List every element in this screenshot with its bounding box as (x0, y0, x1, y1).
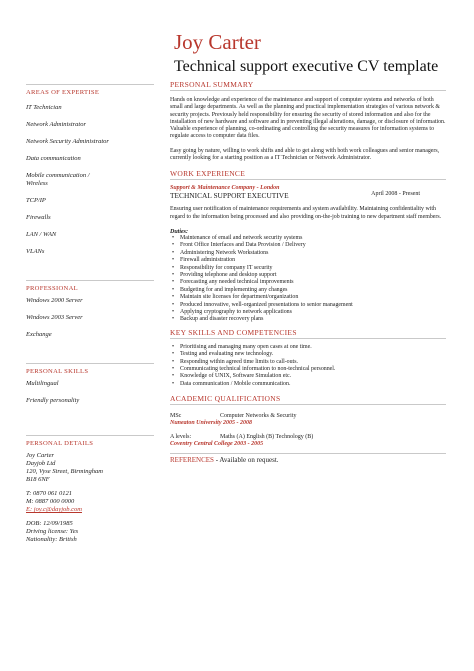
list-item: • Budgeting for and implementing any changes (180, 287, 446, 294)
divider (26, 435, 154, 436)
list-item: • Testing and evaluating new technology. (180, 351, 446, 358)
summary-paragraph: Easy going by nature, willing to work shifts and able to get along with both work colleagues and senior managers, currently looking for a starting position as a IT Technician or Network Administrator. (170, 147, 440, 162)
divider (26, 363, 154, 364)
references-row (170, 453, 446, 464)
divider (26, 84, 154, 85)
duties-label: Duties: (170, 228, 188, 235)
list-item: • Firewall administration (180, 257, 446, 264)
university-line: Nuneaton University 2005 - 2008 (170, 420, 253, 427)
list-item: • Produced innovative, well-organized presentations to senior management (180, 302, 446, 309)
summary-paragraph: Hands on knowledge and experience of the maintenance and support of computer systems and networks of both small and large departments. As well as the planning and practical implementation strategies of various network & security projects. Previously held responsibility for ensuring the security of stored information and also for the installation of new hardware and software and in preventing illegal alterations, damage, or disclosure of information. Valuable experience of planning, co-ordinating and controlling the security measures for information systems to regulate access to computer data files. (170, 97, 446, 140)
professional-item: Windows 2000 Server (26, 297, 83, 304)
list-item: • Maintenance of email and network security systems (180, 235, 446, 242)
email-link[interactable]: E: joy.c@dayjob.com (26, 506, 82, 513)
detail-line: Joy Carter (26, 452, 54, 459)
expertise-item: Network Administrator (26, 121, 87, 128)
job-title: TECHNICAL SUPPORT EXECUTIVE (170, 191, 289, 201)
personal-summary-heading: PERSONAL SUMMARY (170, 80, 446, 91)
detail-line: 120, Vyse Street, Birmingham (26, 468, 103, 475)
expertise-item: VLANs (26, 248, 45, 255)
expertise-item: TCP/IP (26, 197, 46, 204)
personal-skills-heading: PERSONAL SKILLS (26, 368, 89, 375)
list-item: • Administering Network Workstations (180, 250, 446, 257)
list-item: • Knowledge of UNIX, Software Simulation etc. (180, 373, 446, 380)
main-content (170, 80, 446, 464)
detail-line: B18 6NF (26, 476, 50, 483)
list-item: • Providing telephone and desktop support (180, 272, 446, 279)
phone-line: T: 0870 061 0121 (26, 490, 73, 497)
skills-list (170, 344, 446, 388)
duties-list (170, 235, 446, 324)
expertise-item: Mobile communication / Wireless (26, 172, 90, 187)
msc-row (170, 413, 446, 420)
expertise-item: Network Security Administrator (26, 138, 109, 145)
expertise-item: IT Technician (26, 104, 62, 111)
references-heading: REFERENCES (170, 456, 214, 465)
personal-details-heading: PERSONAL DETAILS (26, 440, 94, 447)
list-item: • Data communication / Mobile communication. (180, 381, 446, 388)
job-description: Ensuring user notification of maintenance requirements and system availability. Maintaining confidentiality with regard to the information being processed and also providing on-the-job training to new department staff members. (170, 206, 442, 220)
list-item: • Applying cryptography to network applications (180, 309, 446, 316)
references-value: - Available on request. (215, 456, 279, 465)
college-line: Coventry Central College 2003 - 2005 (170, 441, 264, 448)
list-item: • Maintain site licenses for department/organization (180, 294, 446, 301)
list-item: • Backup and disaster recovery plans (180, 316, 446, 323)
job-title-row (170, 191, 420, 200)
alevel-row (170, 434, 446, 441)
detail-line: Dayjob Ltd (26, 460, 56, 467)
nationality-line: Nationality: British (26, 536, 77, 543)
list-item: • Front Office Interfaces and Data Provision / Delivery (180, 242, 446, 249)
mobile-line: M: 0887 000 0000 (26, 498, 75, 505)
expertise-item: LAN / WAN (26, 231, 57, 238)
expertise-item: Data communication (26, 155, 81, 162)
list-item: • Responsibility for company IT security (180, 265, 446, 272)
professional-item: Exchange (26, 331, 52, 338)
driving-license-line: Driving license: Yes (26, 528, 79, 535)
divider (26, 280, 154, 281)
list-item: • Responding within agreed time limits to call-outs. (180, 359, 446, 366)
job-dates: April 2008 - Present (371, 191, 420, 198)
work-experience-heading: WORK EXPERIENCE (170, 169, 446, 180)
professional-item: Windows 2003 Server (26, 314, 83, 321)
list-item: • Communicating technical information to non-technical personnel. (180, 366, 446, 373)
professional-heading: PROFESSIONAL (26, 285, 78, 292)
degree-label: MSc (170, 413, 182, 420)
list-item: • Prioritising and managing many open cases at one time. (180, 344, 446, 351)
academic-qualifications-heading: ACADEMIC QUALIFICATIONS (170, 394, 446, 405)
skill-item: Multilingual (26, 380, 59, 387)
cv-title: Technical support executive CV template (174, 58, 439, 75)
degree-subject: Computer Networks & Security (220, 413, 297, 420)
areas-of-expertise-heading: AREAS OF EXPERTISE (26, 89, 100, 96)
sidebar (26, 84, 154, 544)
alevel-grades: Maths (A) English (B) Technology (B) (220, 434, 314, 441)
key-skills-heading: KEY SKILLS AND COMPETENCIES (170, 328, 446, 339)
skill-item: Friendly personality (26, 397, 80, 404)
expertise-item: Firewalls (26, 214, 51, 221)
candidate-name: Joy Carter (174, 30, 261, 54)
list-item: • Forecasting any needed technical improvements (180, 279, 446, 286)
alevel-label: A levels: (170, 434, 192, 441)
dob-line: DOB: 12/09/1985 (26, 520, 73, 527)
company-name: Support & Maintenance Company - London (170, 185, 280, 192)
